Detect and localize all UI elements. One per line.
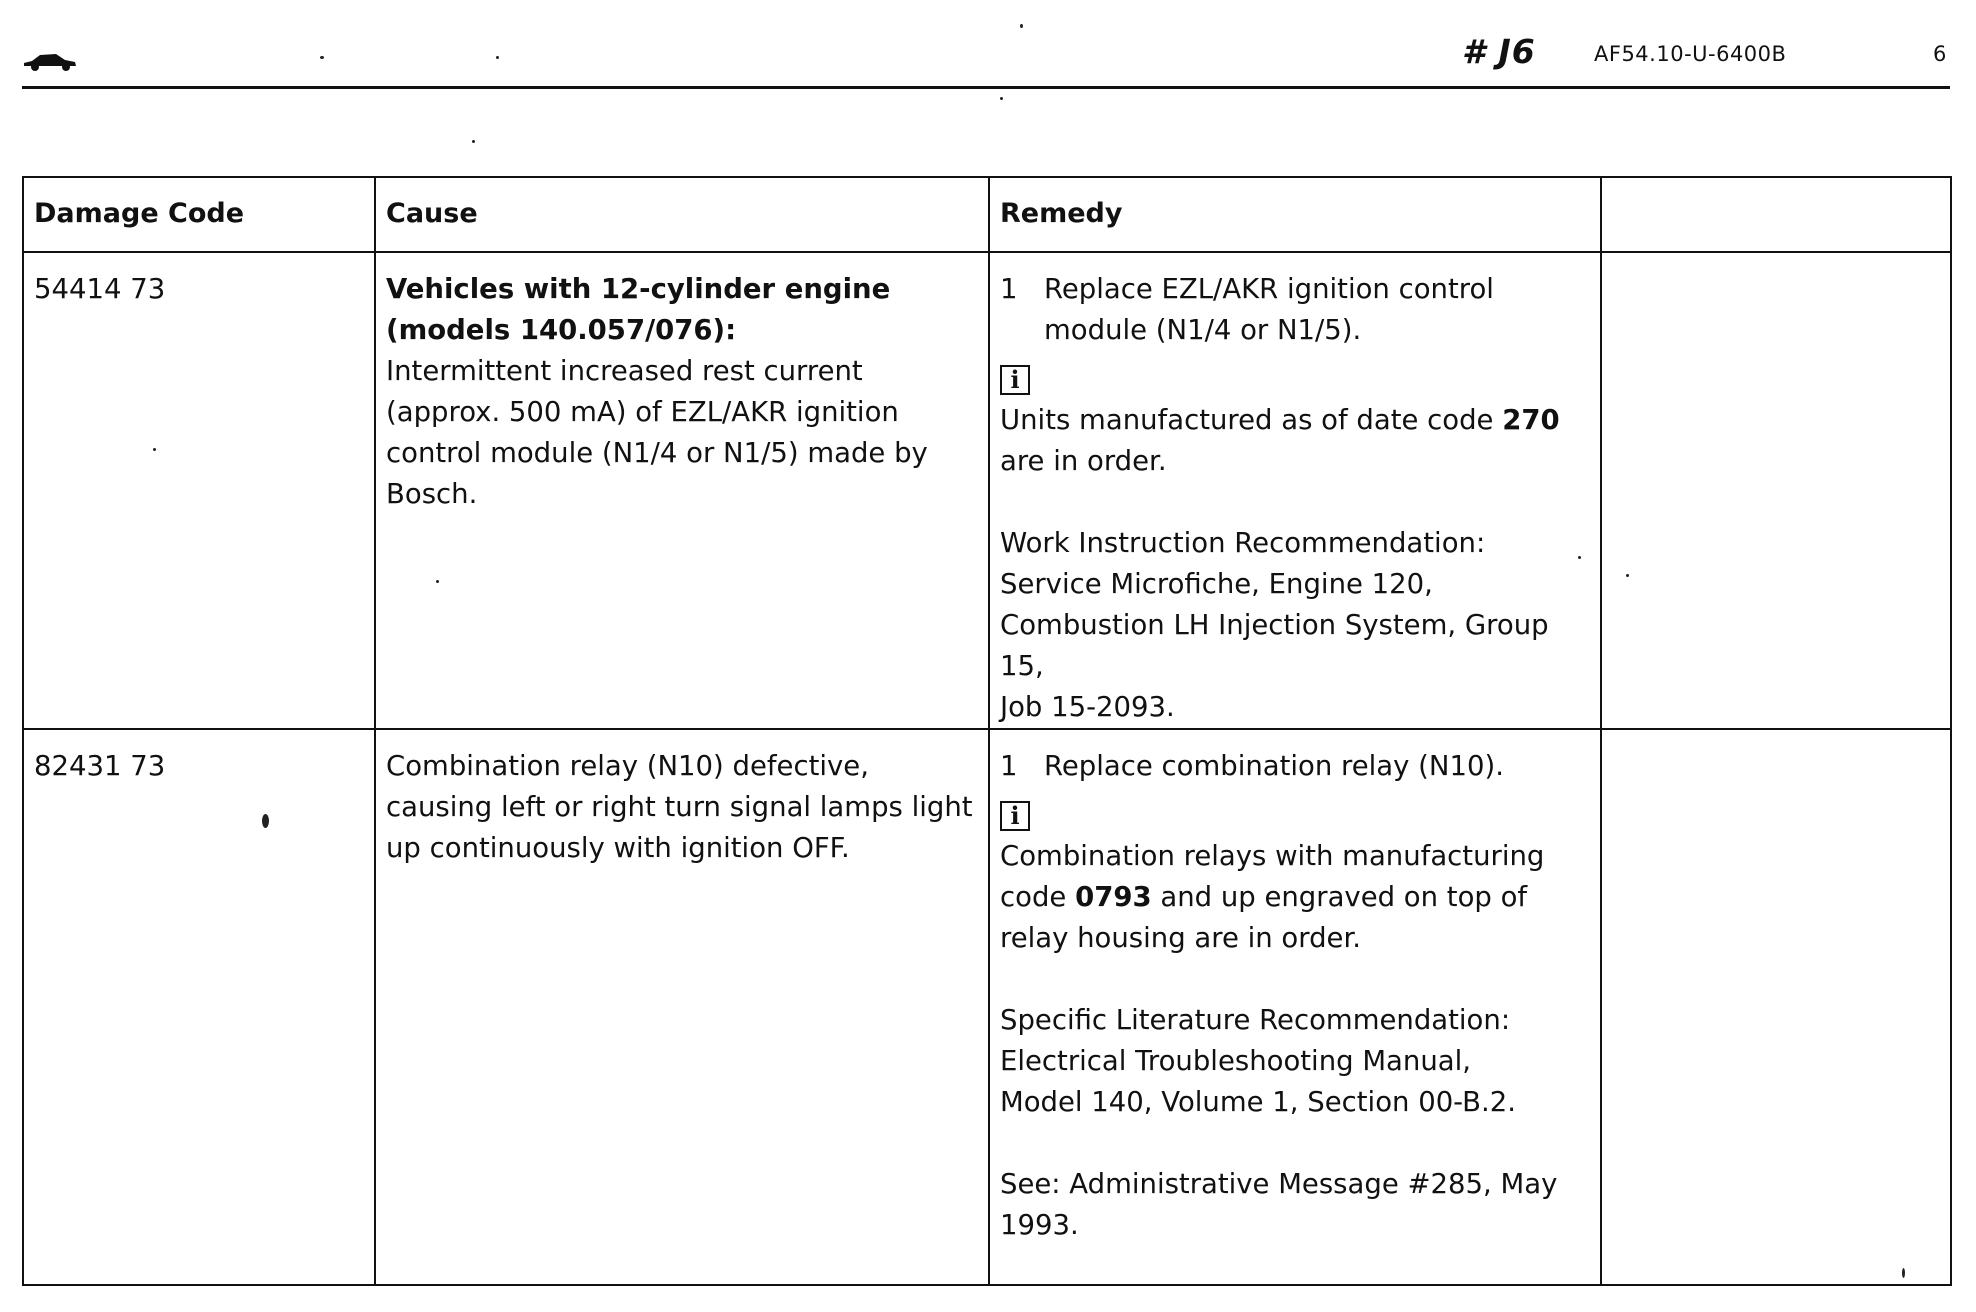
scan-speck — [153, 448, 156, 451]
note-text: Combination relays with manufacturing code — [1000, 840, 1545, 913]
cause-cell — [375, 252, 989, 729]
scan-speck — [262, 814, 269, 828]
document-reference: AF54.10-U-6400B — [1594, 42, 1787, 66]
damage-code-cell: 82431 73 — [23, 729, 375, 1285]
table-row — [23, 252, 1951, 729]
column-header-cause: Cause — [375, 177, 989, 252]
recommendation-line: Job 15-2093. — [1000, 691, 1175, 723]
column-header-damage-code: Damage Code — [23, 177, 375, 252]
remedy-cell — [989, 252, 1601, 729]
recommendation-line: Service Microfiche, Engine 120, — [1000, 568, 1433, 600]
damage-code-table — [22, 176, 1952, 1286]
column-header-remedy: Remedy — [989, 177, 1601, 252]
note-text: are in order. — [1000, 445, 1167, 477]
column-header-blank — [1601, 177, 1951, 252]
note-text: and up engraved on top of relay housing are in order. — [1000, 881, 1528, 954]
remedy-step — [1000, 746, 1590, 787]
table-header-row — [23, 177, 1951, 252]
scan-speck — [1000, 97, 1003, 100]
car-silhouette-icon — [22, 48, 78, 72]
table-row — [23, 729, 1951, 1285]
scan-speck — [496, 56, 499, 59]
scan-speck — [1020, 24, 1023, 28]
cause-cell — [375, 729, 989, 1285]
scan-speck — [472, 140, 475, 143]
header-divider — [22, 86, 1950, 89]
step-text: Replace combination relay (N10). — [1044, 750, 1504, 782]
scan-speck — [320, 56, 324, 59]
step-number: 1 — [1000, 750, 1018, 782]
note-text: Units manufactured as of date code — [1000, 404, 1503, 436]
cause-description: Combination relay (N10) defective, causing left or right turn signal lamps light up continuously with ignition OFF. — [386, 750, 973, 864]
see-reference: See: Administrative Message #285, May 1993. — [1000, 1168, 1558, 1241]
step-number: 1 — [1000, 273, 1018, 305]
cause-description: Intermittent increased rest current (approx. 500 mA) of EZL/AKR ignition control module (N1/4 or N1/5) made by Bosch. — [386, 355, 928, 510]
scan-speck — [1902, 1268, 1905, 1278]
scan-speck — [1578, 556, 1581, 559]
page-header — [22, 30, 1950, 88]
date-code: 270 — [1502, 404, 1560, 436]
scan-speck — [436, 580, 439, 583]
recommendation-label: Work Instruction Recommendation: — [1000, 527, 1486, 559]
remedy-note — [1000, 836, 1590, 959]
literature-line: Electrical Troubleshooting Manual, — [1000, 1045, 1471, 1077]
step-text: Replace EZL/AKR ignition control module (N1/4 or N1/5). — [1044, 273, 1494, 346]
damage-code-cell: 54414 73 — [23, 252, 375, 729]
manufacturing-code: 0793 — [1075, 881, 1152, 913]
literature-label: Specific Literature Recommendation: — [1000, 1004, 1511, 1036]
extra-cell — [1601, 252, 1951, 729]
scan-speck — [1626, 574, 1629, 577]
recommendation-line: Combustion LH Injection System, Group 15, — [1000, 609, 1549, 682]
literature-line: Model 140, Volume 1, Section 00-B.2. — [1000, 1086, 1516, 1118]
extra-cell — [1601, 729, 1951, 1285]
cause-heading: Vehicles with 12-cylinder engine (models 140.057/076): — [386, 273, 891, 346]
info-icon: i — [1000, 801, 1030, 831]
document-number: # J6 — [1462, 32, 1536, 71]
remedy-step — [1000, 269, 1590, 351]
remedy-note — [1000, 400, 1590, 482]
info-icon: i — [1000, 365, 1030, 395]
page-number: 6 — [1933, 42, 1947, 66]
remedy-cell — [989, 729, 1601, 1285]
